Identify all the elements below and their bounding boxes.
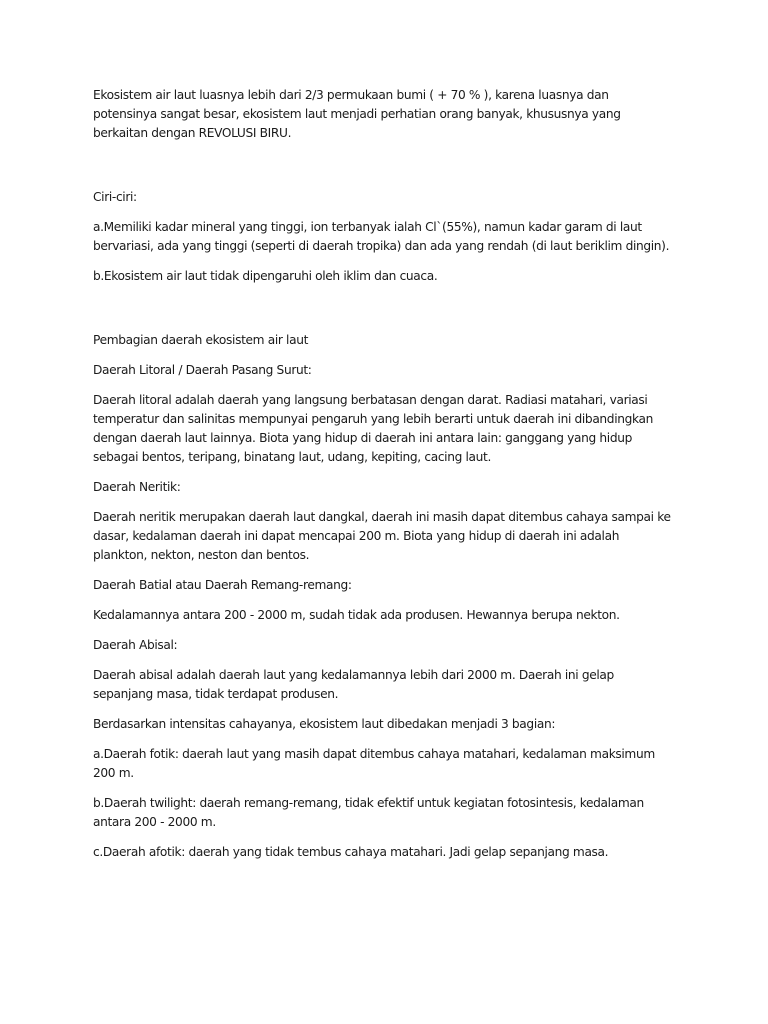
pembagian-heading: Pembagian daerah ekosistem air laut: [93, 333, 308, 347]
abisal-paragraph: Daerah abisal adalah daerah laut yang kedalamannya lebih dari 2000 m. Daerah ini gelap sepanjang masa, tidak terdapat produsen.: [93, 668, 614, 701]
litoral-heading: Daerah Litoral / Daerah Pasang Surut:: [93, 363, 312, 377]
spacer: [93, 154, 673, 188]
twilight-item: b.Daerah twilight: daerah remang-remang, tidak efektif untuk kegiatan fotosintesis, kedalaman antara 200 - 2000 m.: [93, 796, 644, 829]
ciri-item-b: b.Ekosistem air laut tidak dipengaruhi oleh iklim dan cuaca.: [93, 269, 438, 283]
ciri-heading: Ciri-ciri:: [93, 190, 137, 204]
batial-paragraph: Kedalamannya antara 200 - 2000 m, sudah tidak ada produsen. Hewannya berupa nekton.: [93, 608, 620, 622]
litoral-paragraph: Daerah litoral adalah daerah yang langsung berbatasan dengan darat. Radiasi matahari, variasi temperatur dan salinitas mempunyai pengaruh yang lebih berarti untuk daerah ini dibandingkan dengan daerah laut lainnya. Biota yang hidup di daerah ini antara lain: ganggang yang hidup sebagai bentos, teripang, binatang laut, udang, kepiting, cacing laut.: [93, 393, 653, 464]
fotik-item: a.Daerah fotik: daerah laut yang masih dapat ditembus cahaya matahari, kedalaman maksimum 200 m.: [93, 747, 655, 780]
ciri-item-a: a.Memiliki kadar mineral yang tinggi, ion terbanyak ialah Cl`(55%), namun kadar garam di laut bervariasi, ada yang tinggi (seperti di daerah tropika) dan ada yang rendah (di laut beriklim dingin).: [93, 220, 670, 253]
abisal-heading: Daerah Abisal:: [93, 638, 178, 652]
spacer: [93, 297, 673, 331]
afotik-item: c.Daerah afotik: daerah yang tidak tembus cahaya matahari. Jadi gelap sepanjang masa.: [93, 845, 609, 859]
intro-paragraph: Ekosistem air laut luasnya lebih dari 2/3 permukaan bumi ( + 70 % ), karena luasnya dan potensinya sangat besar, ekosistem laut menjadi perhatian orang banyak, khususnya yang berkaitan dengan REVOLUSI BIRU.: [93, 88, 621, 140]
batial-heading: Daerah Batial atau Daerah Remang-remang:: [93, 578, 352, 592]
document-page: [93, 86, 673, 873]
cahaya-heading: Berdasarkan intensitas cahayanya, ekosistem laut dibedakan menjadi 3 bagian:: [93, 717, 556, 731]
neritik-heading: Daerah Neritik:: [93, 480, 181, 494]
neritik-paragraph: Daerah neritik merupakan daerah laut dangkal, daerah ini masih dapat ditembus cahaya sampai ke dasar, kedalaman daerah ini dapat mencapai 200 m. Biota yang hidup di daerah ini adalah plankton, nekton, neston dan bentos.: [93, 510, 671, 562]
